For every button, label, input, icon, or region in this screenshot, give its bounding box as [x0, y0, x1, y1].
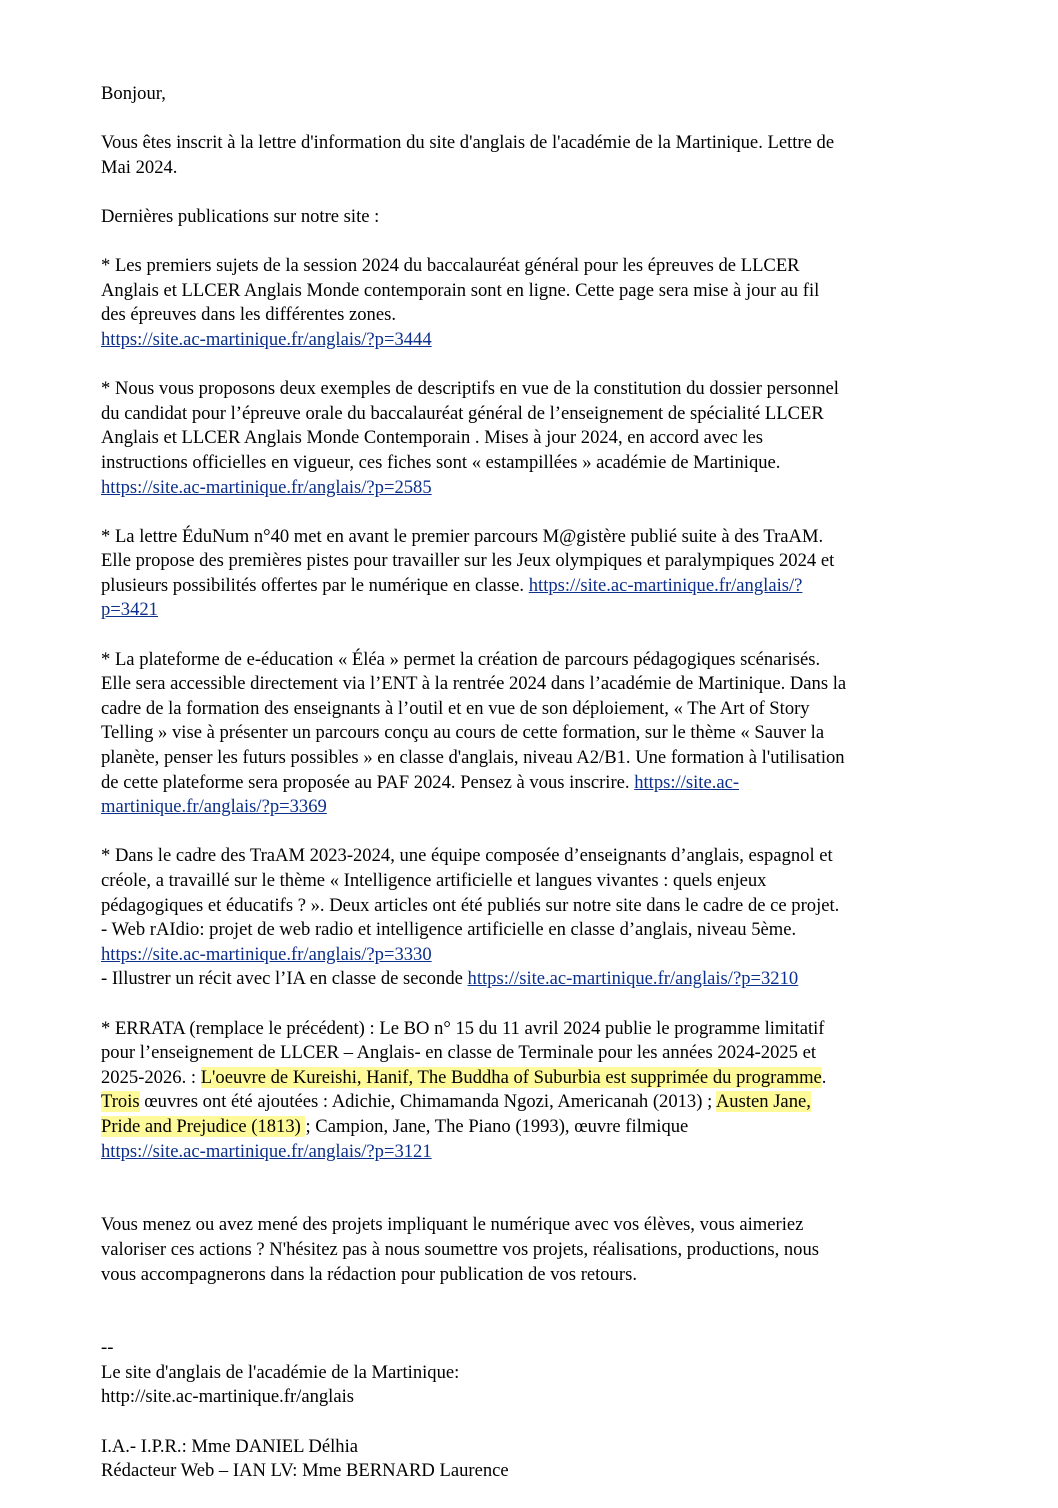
outro-line: Vous menez ou avez mené des projets impliquant le numérique avec vos élèves, vous aimeriez: [101, 1214, 804, 1236]
item-text-line: * Dans le cadre des TraAM 2023-2024, une équipe composée d’enseignants d’anglais, espagnol et: [101, 845, 833, 867]
item-link-continued[interactable]: martinique.fr/anglais/?p=3369: [101, 796, 327, 818]
item-text-line: * Les premiers sujets de la session 2024 du baccalauréat général pour les épreuves de LLCER: [101, 255, 800, 277]
publication-item-2: [101, 377, 981, 500]
email-document: [101, 82, 981, 1508]
publication-item-1: [101, 254, 981, 352]
item-text-line: Telling » vise à présenter un parcours conçu au cours de cette formation, sur le thème « Sauver la: [101, 722, 825, 744]
item-text-line: instructions officielles en vigueur, ces fiches sont « estampillées » académie de Martinique.: [101, 451, 781, 473]
item-text-line: Anglais et LLCER Anglais Monde contemporain sont en ligne. Cette page sera mise à jour au fil: [101, 279, 820, 301]
greeting: [101, 82, 981, 107]
item-text-line: planète, penser les futurs possibles » en classe d'anglais, niveau A2/B1. Une formation à l'utilisation: [101, 747, 845, 769]
highlighted-text: Pride and Prejudice (1813): [101, 1115, 306, 1137]
item-text-line: * La lettre ÉduNum n°40 met en avant le premier parcours M@gistère publié suite à des TraAM.: [101, 525, 824, 547]
item-text-line: ; Campion, Jane, The Piano (1993), œuvre filmique: [305, 1115, 689, 1137]
publications-heading: [101, 205, 981, 230]
item-text-line: du candidat pour l’épreuve orale du baccalauréat général de l’enseignement de spécialité LLCER: [101, 402, 824, 424]
intro-paragraph: [101, 131, 981, 180]
item-text-line: œuvres ont été ajoutées : Adichie, Chimamanda Ngozi, Americanah (2013) ;: [139, 1091, 716, 1113]
publications-heading-text: Dernières publications sur notre site :: [101, 205, 380, 227]
outro-paragraph: [101, 1213, 981, 1287]
publication-item-4: [101, 648, 981, 820]
item-text-line: Elle sera accessible directement via l’ENT à la rentrée 2024 dans l’académie de Martinique. Dans la: [101, 673, 847, 695]
highlighted-text: Austen Jane,: [715, 1091, 811, 1113]
item-text-line: * La plateforme de e-éducation « Éléa » permet la création de parcours pédagogiques scénarisés.: [101, 648, 821, 670]
outro-line: valoriser ces actions ? N'hésitez pas à nous soumettre vos projets, réalisations, productions, nous: [101, 1238, 820, 1260]
publication-item-3: [101, 525, 981, 623]
highlighted-text: L'oeuvre de Kureishi, Hanif, The Buddha of Suburbia est supprimée du programme: [200, 1066, 822, 1088]
item-text-line: Elle propose des premières pistes pour travailler sur les Jeux olympiques et paralympiques 2024 et: [101, 550, 835, 572]
item-link[interactable]: https://site.ac-martinique.fr/anglais/?p=3210: [467, 968, 799, 990]
item-text-line: - Web rAIdio: projet de web radio et intelligence artificielle en classe d’anglais, niveau 5ème.: [101, 919, 797, 941]
item-text-line: * ERRATA (remplace le précédent) : Le BO n° 15 du 11 avril 2024 publie le programme limitatif: [101, 1017, 825, 1039]
item-link[interactable]: https://site.ac-martinique.fr/anglais/?: [528, 574, 803, 596]
item-text-line: pédagogiques et éducatifs ? ». Deux articles ont été publiés sur notre site dans le cadre de ce projet.: [101, 894, 840, 916]
item-text-line: Anglais et LLCER Anglais Monde Contemporain . Mises à jour 2024, en accord avec les: [101, 427, 764, 449]
item-link[interactable]: https://site.ac-martinique.fr/anglais/?p=3121: [101, 1140, 432, 1162]
item-link[interactable]: https://site.ac-martinique.fr/anglais/?p=3330: [101, 943, 432, 965]
intro-line: Vous êtes inscrit à la lettre d'information du site d'anglais de l'académie de la Martinique. Lettre de: [101, 132, 835, 154]
item-text-line: - Illustrer un récit avec l’IA en classe de seconde: [101, 968, 468, 990]
signature-site-url: http://site.ac-martinique.fr/anglais: [101, 1386, 355, 1408]
item-text-line: cadre de la formation des enseignants à l’outil et en vue de son déploiement, « The Art of Story: [101, 697, 810, 719]
item-text-line: 2025-2026. :: [101, 1066, 201, 1088]
item-text-line: .: [821, 1066, 827, 1088]
signature-redacteur: Rédacteur Web – IAN LV: Mme BERNARD Laurence: [101, 1460, 509, 1482]
item-text-line: de cette plateforme sera proposée au PAF 2024. Pensez à vous inscrire.: [101, 771, 635, 793]
item-link-continued[interactable]: p=3421: [101, 599, 158, 621]
item-text-line: créole, a travaillé sur le thème « Intelligence artificielle et langues vivantes : quels enjeux: [101, 870, 767, 891]
publication-item-5: [101, 844, 981, 992]
item-text-line: * Nous vous proposons deux exemples de descriptifs en vue de la constitution du dossier personnel: [101, 378, 839, 400]
signature-separator: --: [101, 1337, 114, 1359]
outro-line: vous accompagnerons dans la rédaction pour publication de vos retours.: [101, 1263, 637, 1285]
item-text-line: plusieurs possibilités offertes par le numérique en classe.: [101, 574, 529, 596]
highlighted-text: Trois: [101, 1091, 140, 1113]
signature-contacts: [101, 1435, 981, 1484]
signature-block: [101, 1336, 981, 1410]
intro-line: Mai 2024.: [101, 156, 178, 178]
signature-site-name: Le site d'anglais de l'académie de la Martinique:: [101, 1361, 460, 1383]
item-link[interactable]: https://site.ac-martinique.fr/anglais/?p=2585: [101, 476, 432, 498]
greeting-text: Bonjour,: [101, 83, 166, 104]
item-link[interactable]: https://site.ac-martinique.fr/anglais/?p=3444: [101, 328, 432, 350]
publication-item-6: [101, 1017, 981, 1165]
item-text-line: des épreuves dans les différentes zones.: [101, 304, 396, 326]
signature-ia-ipr: I.A.- I.P.R.: Mme DANIEL Délhia: [101, 1435, 358, 1457]
item-link[interactable]: https://site.ac-: [634, 771, 740, 793]
item-text-line: pour l’enseignement de LLCER – Anglais- en classe de Terminale pour les années 2024-2025 et: [101, 1042, 817, 1064]
